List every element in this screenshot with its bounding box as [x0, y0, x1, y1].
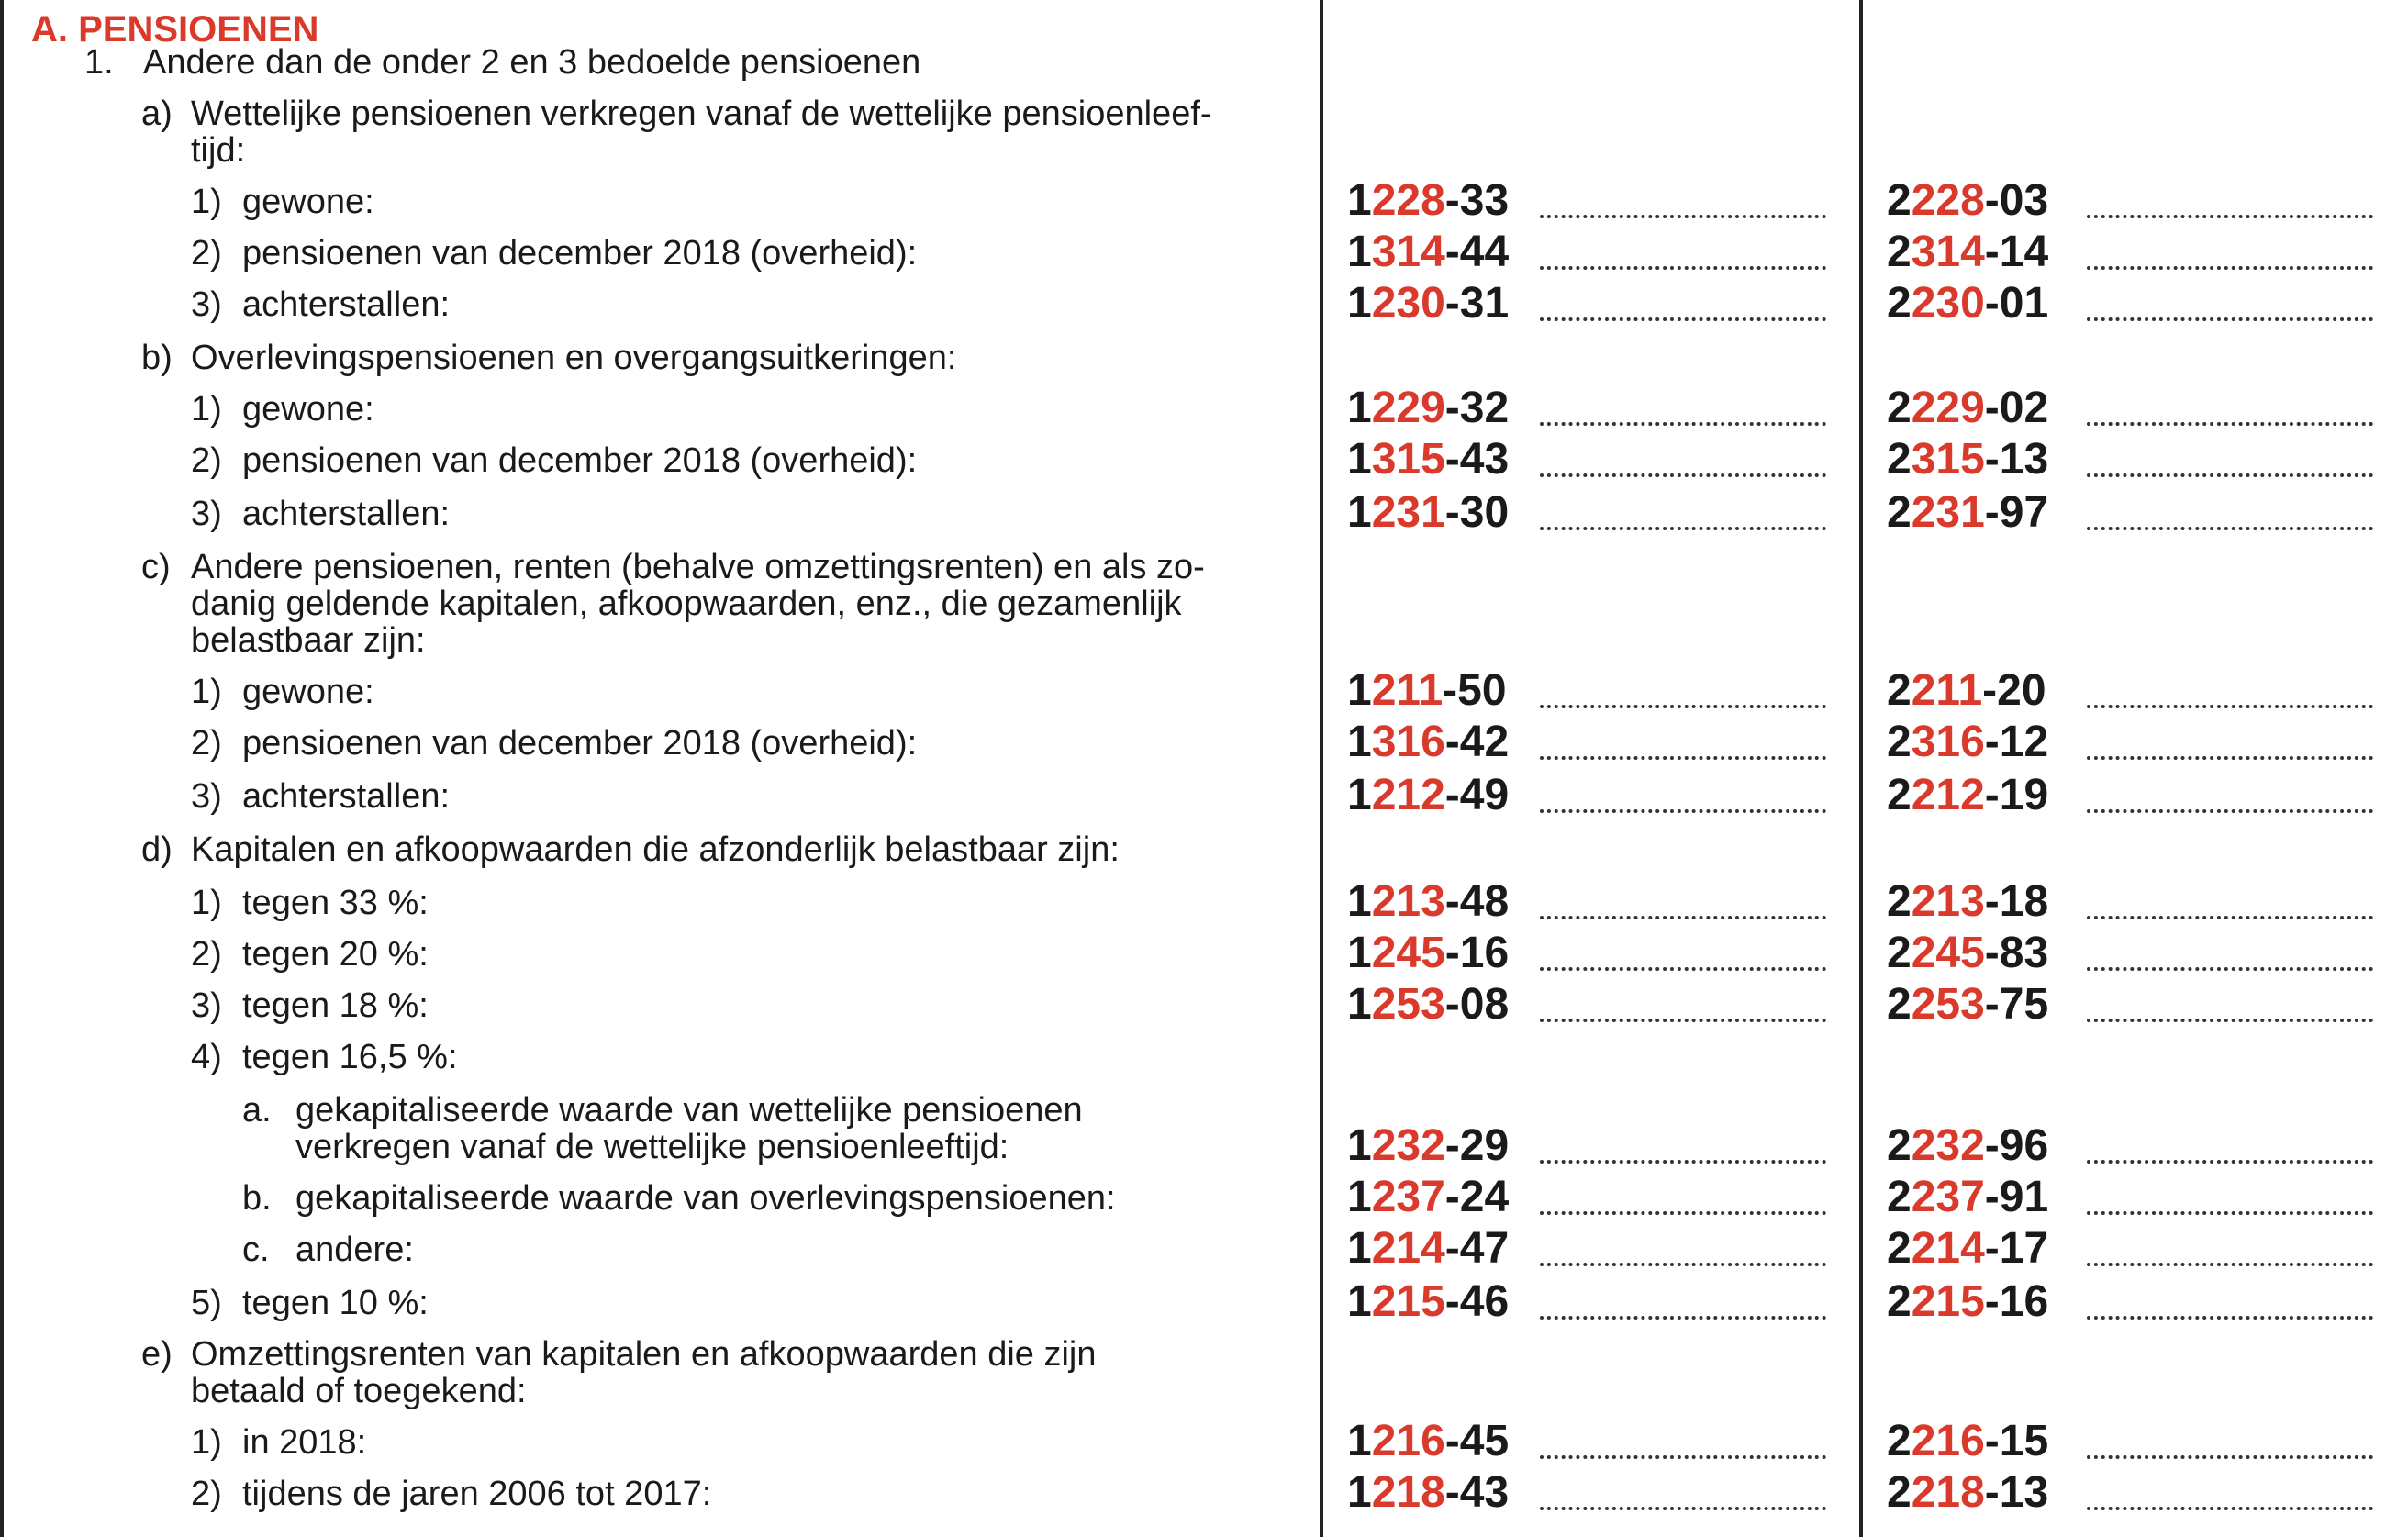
code-part: 2 — [1887, 666, 1912, 715]
code-part: 1 — [1347, 1468, 1372, 1517]
code-part: -03 — [1984, 176, 2049, 225]
code-column-2 — [1887, 229, 2048, 275]
line-text: Overlevingspensioenen en overgangsuitkeringen: — [191, 339, 957, 377]
code-part: 231 — [1911, 488, 1985, 537]
code-part: -16 — [1444, 929, 1510, 977]
section-title: A. PENSIOENEN — [31, 9, 319, 50]
line-marker: d) — [141, 830, 173, 869]
amount-field-1[interactable] — [1540, 806, 1826, 813]
line-marker: c) — [141, 548, 171, 586]
code-column-2 — [1887, 1279, 2048, 1325]
code-part: 245 — [1371, 929, 1445, 977]
amount-field-1[interactable] — [1540, 314, 1826, 321]
code-part: -24 — [1444, 1173, 1510, 1221]
code-part: 2 — [1887, 771, 1912, 819]
code-part: -15 — [1984, 1417, 2049, 1465]
code-part: 315 — [1371, 435, 1445, 484]
line-text: verkregen vanaf de wettelijke pensioenleeftijd: — [295, 1128, 1009, 1166]
code-column-2 — [1887, 930, 2048, 976]
code-part: 229 — [1371, 384, 1445, 432]
code-column-1 — [1347, 719, 1509, 765]
code-column-2 — [1887, 982, 2048, 1028]
code-part: -43 — [1444, 435, 1510, 484]
amount-field-2[interactable] — [2087, 1156, 2373, 1164]
amount-field-2[interactable] — [2087, 963, 2373, 971]
code-part: -83 — [1984, 929, 2049, 977]
code-part: 1 — [1347, 488, 1372, 537]
code-part: 316 — [1371, 718, 1445, 766]
line-text: gewone: — [242, 673, 374, 711]
line-marker: b. — [242, 1179, 272, 1218]
code-column-1 — [1347, 385, 1509, 431]
line-text: pensioenen van december 2018 (overheid): — [242, 724, 918, 763]
code-part: -30 — [1444, 488, 1510, 537]
line-marker: 1) — [191, 183, 222, 221]
code-part: 2 — [1887, 176, 1912, 225]
code-part: -12 — [1984, 718, 2049, 766]
code-part: -02 — [1984, 384, 2049, 432]
code-part: 1 — [1347, 929, 1372, 977]
amount-field-2[interactable] — [2087, 470, 2373, 477]
code-part: -13 — [1984, 1468, 2049, 1517]
code-part: -43 — [1444, 1468, 1510, 1517]
code-part: 214 — [1371, 1224, 1445, 1273]
code-part: -48 — [1444, 877, 1510, 926]
code-part: -46 — [1444, 1277, 1510, 1326]
code-part: 231 — [1371, 488, 1445, 537]
code-column-1 — [1347, 879, 1509, 925]
code-column-1 — [1347, 1123, 1509, 1169]
code-part: 1 — [1347, 1173, 1372, 1221]
code-part: 314 — [1911, 228, 1985, 276]
code-part: 1 — [1347, 435, 1372, 484]
line-marker: e) — [141, 1335, 173, 1374]
code-part: 218 — [1371, 1468, 1445, 1517]
code-column-2 — [1887, 490, 2048, 536]
line-marker: 1) — [191, 1423, 222, 1462]
amount-field-1[interactable] — [1540, 470, 1826, 477]
code-column-1 — [1347, 982, 1509, 1028]
code-column-2 — [1887, 1175, 2048, 1220]
code-part: 229 — [1911, 384, 1985, 432]
code-part: 218 — [1911, 1468, 1985, 1517]
amount-field-1[interactable] — [1540, 1259, 1826, 1266]
code-part: 2 — [1887, 1121, 1912, 1170]
line-text: Wettelijke pensioenen verkregen vanaf de wettelijke pensioenleef- — [191, 95, 1212, 133]
line-text: tijdens de jaren 2006 tot 2017: — [242, 1475, 712, 1513]
code-part: 230 — [1371, 279, 1445, 328]
code-column-1 — [1347, 490, 1509, 536]
code-part: -44 — [1444, 228, 1510, 276]
amount-field-2[interactable] — [2087, 1312, 2373, 1320]
line-text: achterstallen: — [242, 495, 451, 533]
code-part: -50 — [1443, 666, 1507, 715]
amount-field-2[interactable] — [2087, 211, 2373, 218]
code-column-1 — [1347, 229, 1509, 275]
code-part: -01 — [1984, 279, 2049, 328]
line-text: tijd: — [191, 131, 246, 170]
code-part: 2 — [1887, 1277, 1912, 1326]
code-column-1 — [1347, 178, 1509, 224]
line-text: gekapitaliseerde waarde van wettelijke pensioenen — [295, 1091, 1083, 1130]
amount-field-2[interactable] — [2087, 752, 2373, 760]
line-text: Andere pensioenen, renten (behalve omzettingsrenten) en als zo- — [191, 548, 1205, 586]
code-part: 215 — [1911, 1277, 1985, 1326]
code-part: 237 — [1371, 1173, 1445, 1221]
line-marker: 3) — [191, 285, 222, 324]
line-text: pensioenen van december 2018 (overheid): — [242, 234, 918, 273]
amount-field-2[interactable] — [2087, 523, 2373, 530]
line-text: achterstallen: — [242, 777, 451, 816]
code-column-1 — [1347, 930, 1509, 976]
amount-field-1[interactable] — [1540, 418, 1826, 426]
line-text: andere: — [295, 1231, 414, 1269]
line-marker: c. — [242, 1231, 270, 1269]
code-part: 216 — [1911, 1417, 1985, 1465]
line-text: Andere dan de onder 2 en 3 bedoelde pensioenen — [143, 43, 921, 82]
line-text: tegen 33 %: — [242, 884, 429, 922]
code-part: 228 — [1371, 176, 1445, 225]
code-column-1 — [1347, 437, 1509, 483]
code-part: 214 — [1911, 1224, 1985, 1273]
code-part: 245 — [1911, 929, 1985, 977]
line-marker: 2) — [191, 234, 222, 273]
amount-field-1[interactable] — [1540, 1452, 1826, 1459]
code-column-2 — [1887, 1123, 2048, 1169]
line-marker: 2) — [191, 935, 222, 974]
code-part: -96 — [1984, 1121, 2049, 1170]
code-part: 2 — [1887, 1417, 1912, 1465]
amount-field-1[interactable] — [1540, 1156, 1826, 1164]
code-part: 1 — [1347, 980, 1372, 1029]
code-part: 1 — [1347, 1417, 1372, 1465]
amount-field-1[interactable] — [1540, 1312, 1826, 1320]
code-column-2 — [1887, 1470, 2048, 1516]
code-column-1 — [1347, 1470, 1509, 1516]
code-part: -29 — [1444, 1121, 1510, 1170]
amount-field-1[interactable] — [1540, 1503, 1826, 1510]
code-part: 2 — [1887, 980, 1912, 1029]
amount-field-2[interactable] — [2087, 701, 2373, 708]
code-part: 2 — [1887, 718, 1912, 766]
amount-field-1[interactable] — [1540, 701, 1826, 708]
amount-field-1[interactable] — [1540, 912, 1826, 919]
code-part: -16 — [1984, 1277, 2049, 1326]
code-column-2 — [1887, 773, 2048, 819]
amount-field-1[interactable] — [1540, 752, 1826, 760]
line-marker: 2) — [191, 441, 222, 480]
amount-field-1[interactable] — [1540, 211, 1826, 218]
code-part: -14 — [1984, 228, 2049, 276]
code-part: 2 — [1887, 1173, 1912, 1221]
line-text: gewone: — [242, 390, 374, 429]
code-part: -08 — [1444, 980, 1510, 1029]
code-part: 212 — [1371, 771, 1445, 819]
code-part: 1 — [1347, 176, 1372, 225]
line-text: tegen 18 %: — [242, 986, 429, 1025]
code-part: -17 — [1984, 1224, 2049, 1273]
amount-field-2[interactable] — [2087, 1015, 2373, 1022]
line-marker: 3) — [191, 986, 222, 1025]
code-column-2 — [1887, 385, 2048, 431]
line-marker: a) — [141, 95, 173, 133]
code-part: 1 — [1347, 771, 1372, 819]
code-part: 213 — [1371, 877, 1445, 926]
code-part: 2 — [1887, 1224, 1912, 1273]
line-marker: b) — [141, 339, 173, 377]
code-part: 228 — [1911, 176, 1985, 225]
code-column-2 — [1887, 178, 2048, 224]
line-text: in 2018: — [242, 1423, 367, 1462]
code-part: -91 — [1984, 1173, 2049, 1221]
code-part: 2 — [1887, 488, 1912, 537]
code-part: 253 — [1911, 980, 1985, 1029]
line-marker: 3) — [191, 777, 222, 816]
amount-field-1[interactable] — [1540, 262, 1826, 270]
code-part: 237 — [1911, 1173, 1985, 1221]
code-part: 2 — [1887, 279, 1912, 328]
line-text: Omzettingsrenten van kapitalen en afkoopwaarden die zijn — [191, 1335, 1097, 1374]
code-part: -13 — [1984, 435, 2049, 484]
amount-field-2[interactable] — [2087, 1259, 2373, 1266]
code-column-1 — [1347, 1419, 1509, 1465]
line-marker: 4) — [191, 1038, 222, 1076]
amount-field-2[interactable] — [2087, 262, 2373, 270]
amount-field-1[interactable] — [1540, 1208, 1826, 1215]
code-part: -19 — [1984, 771, 2049, 819]
line-marker: 2) — [191, 1475, 222, 1513]
amount-field-2[interactable] — [2087, 1208, 2373, 1215]
line-marker: a. — [242, 1091, 272, 1130]
code-part: 2 — [1887, 435, 1912, 484]
code-part: -20 — [1982, 666, 2046, 715]
code-part: 253 — [1371, 980, 1445, 1029]
line-marker: 1. — [84, 43, 114, 82]
line-text: tegen 10 %: — [242, 1284, 429, 1322]
code-part: -32 — [1444, 384, 1510, 432]
code-part: 316 — [1911, 718, 1985, 766]
code-column-2 — [1887, 879, 2048, 925]
line-text: danig geldende kapitalen, afkoopwaarden, enz., die gezamenlijk — [191, 585, 1182, 623]
code-part: 1 — [1347, 718, 1372, 766]
code-part: 215 — [1371, 1277, 1445, 1326]
line-text: betaald of toegekend: — [191, 1372, 527, 1410]
code-part: 212 — [1911, 771, 1985, 819]
code-part: 1 — [1347, 877, 1372, 926]
code-column-1 — [1347, 668, 1507, 714]
code-part: 1 — [1347, 384, 1372, 432]
code-part: 1 — [1347, 1121, 1372, 1170]
line-marker: 1) — [191, 390, 222, 429]
code-part: 1 — [1347, 1277, 1372, 1326]
code-part: 211 — [1911, 666, 1983, 715]
code-column-2 — [1887, 719, 2048, 765]
code-part: 2 — [1887, 228, 1912, 276]
code-part: 1 — [1347, 666, 1372, 715]
code-column-2 — [1887, 1419, 2048, 1465]
code-column-1 — [1347, 1226, 1509, 1272]
line-text: tegen 16,5 %: — [242, 1038, 458, 1076]
amount-field-1[interactable] — [1540, 1015, 1826, 1022]
line-marker: 1) — [191, 673, 222, 711]
amount-field-2[interactable] — [2087, 806, 2373, 813]
code-part: -45 — [1444, 1417, 1510, 1465]
line-text: gewone: — [242, 183, 374, 221]
line-text: belastbaar zijn: — [191, 621, 426, 660]
line-marker: 5) — [191, 1284, 222, 1322]
amount-field-2[interactable] — [2087, 912, 2373, 919]
code-part: 2 — [1887, 1468, 1912, 1517]
code-part: 1 — [1347, 1224, 1372, 1273]
code-part: 232 — [1371, 1121, 1445, 1170]
code-column-2 — [1887, 668, 2046, 714]
code-part: -47 — [1444, 1224, 1510, 1273]
code-column-2 — [1887, 281, 2048, 327]
line-text: achterstallen: — [242, 285, 451, 324]
code-part: 2 — [1887, 384, 1912, 432]
code-part: 315 — [1911, 435, 1985, 484]
code-column-1 — [1347, 1279, 1509, 1325]
code-part: -33 — [1444, 176, 1510, 225]
amount-field-1[interactable] — [1540, 523, 1826, 530]
code-part: 1 — [1347, 279, 1372, 328]
code-part: -31 — [1444, 279, 1510, 328]
code-part: -49 — [1444, 771, 1510, 819]
code-part: 314 — [1371, 228, 1445, 276]
code-part: 213 — [1911, 877, 1985, 926]
amount-field-1[interactable] — [1540, 963, 1826, 971]
code-part: -97 — [1984, 488, 2049, 537]
code-part: -75 — [1984, 980, 2049, 1029]
line-text: gekapitaliseerde waarde van overlevingspensioenen: — [295, 1179, 1116, 1218]
column-divider-2 — [1859, 0, 1863, 1537]
code-part: 232 — [1911, 1121, 1985, 1170]
left-border — [0, 0, 4, 1537]
code-column-1 — [1347, 773, 1509, 819]
code-part: 216 — [1371, 1417, 1445, 1465]
code-part: 2 — [1887, 929, 1912, 977]
code-part: 1 — [1347, 228, 1372, 276]
code-part: 211 — [1371, 666, 1444, 715]
code-column-1 — [1347, 1175, 1509, 1220]
code-part: -42 — [1444, 718, 1510, 766]
line-marker: 3) — [191, 495, 222, 533]
code-part: -18 — [1984, 877, 2049, 926]
line-marker: 1) — [191, 884, 222, 922]
code-column-1 — [1347, 281, 1509, 327]
code-part: 230 — [1911, 279, 1985, 328]
line-marker: 2) — [191, 724, 222, 763]
line-text: tegen 20 %: — [242, 935, 429, 974]
amount-field-2[interactable] — [2087, 1503, 2373, 1510]
line-text: Kapitalen en afkoopwaarden die afzonderlijk belastbaar zijn: — [191, 830, 1120, 869]
line-text: pensioenen van december 2018 (overheid): — [242, 441, 918, 480]
code-column-2 — [1887, 437, 2048, 483]
amount-field-2[interactable] — [2087, 418, 2373, 426]
amount-field-2[interactable] — [2087, 1452, 2373, 1459]
code-part: 2 — [1887, 877, 1912, 926]
column-divider-1 — [1320, 0, 1323, 1537]
code-column-2 — [1887, 1226, 2048, 1272]
amount-field-2[interactable] — [2087, 314, 2373, 321]
